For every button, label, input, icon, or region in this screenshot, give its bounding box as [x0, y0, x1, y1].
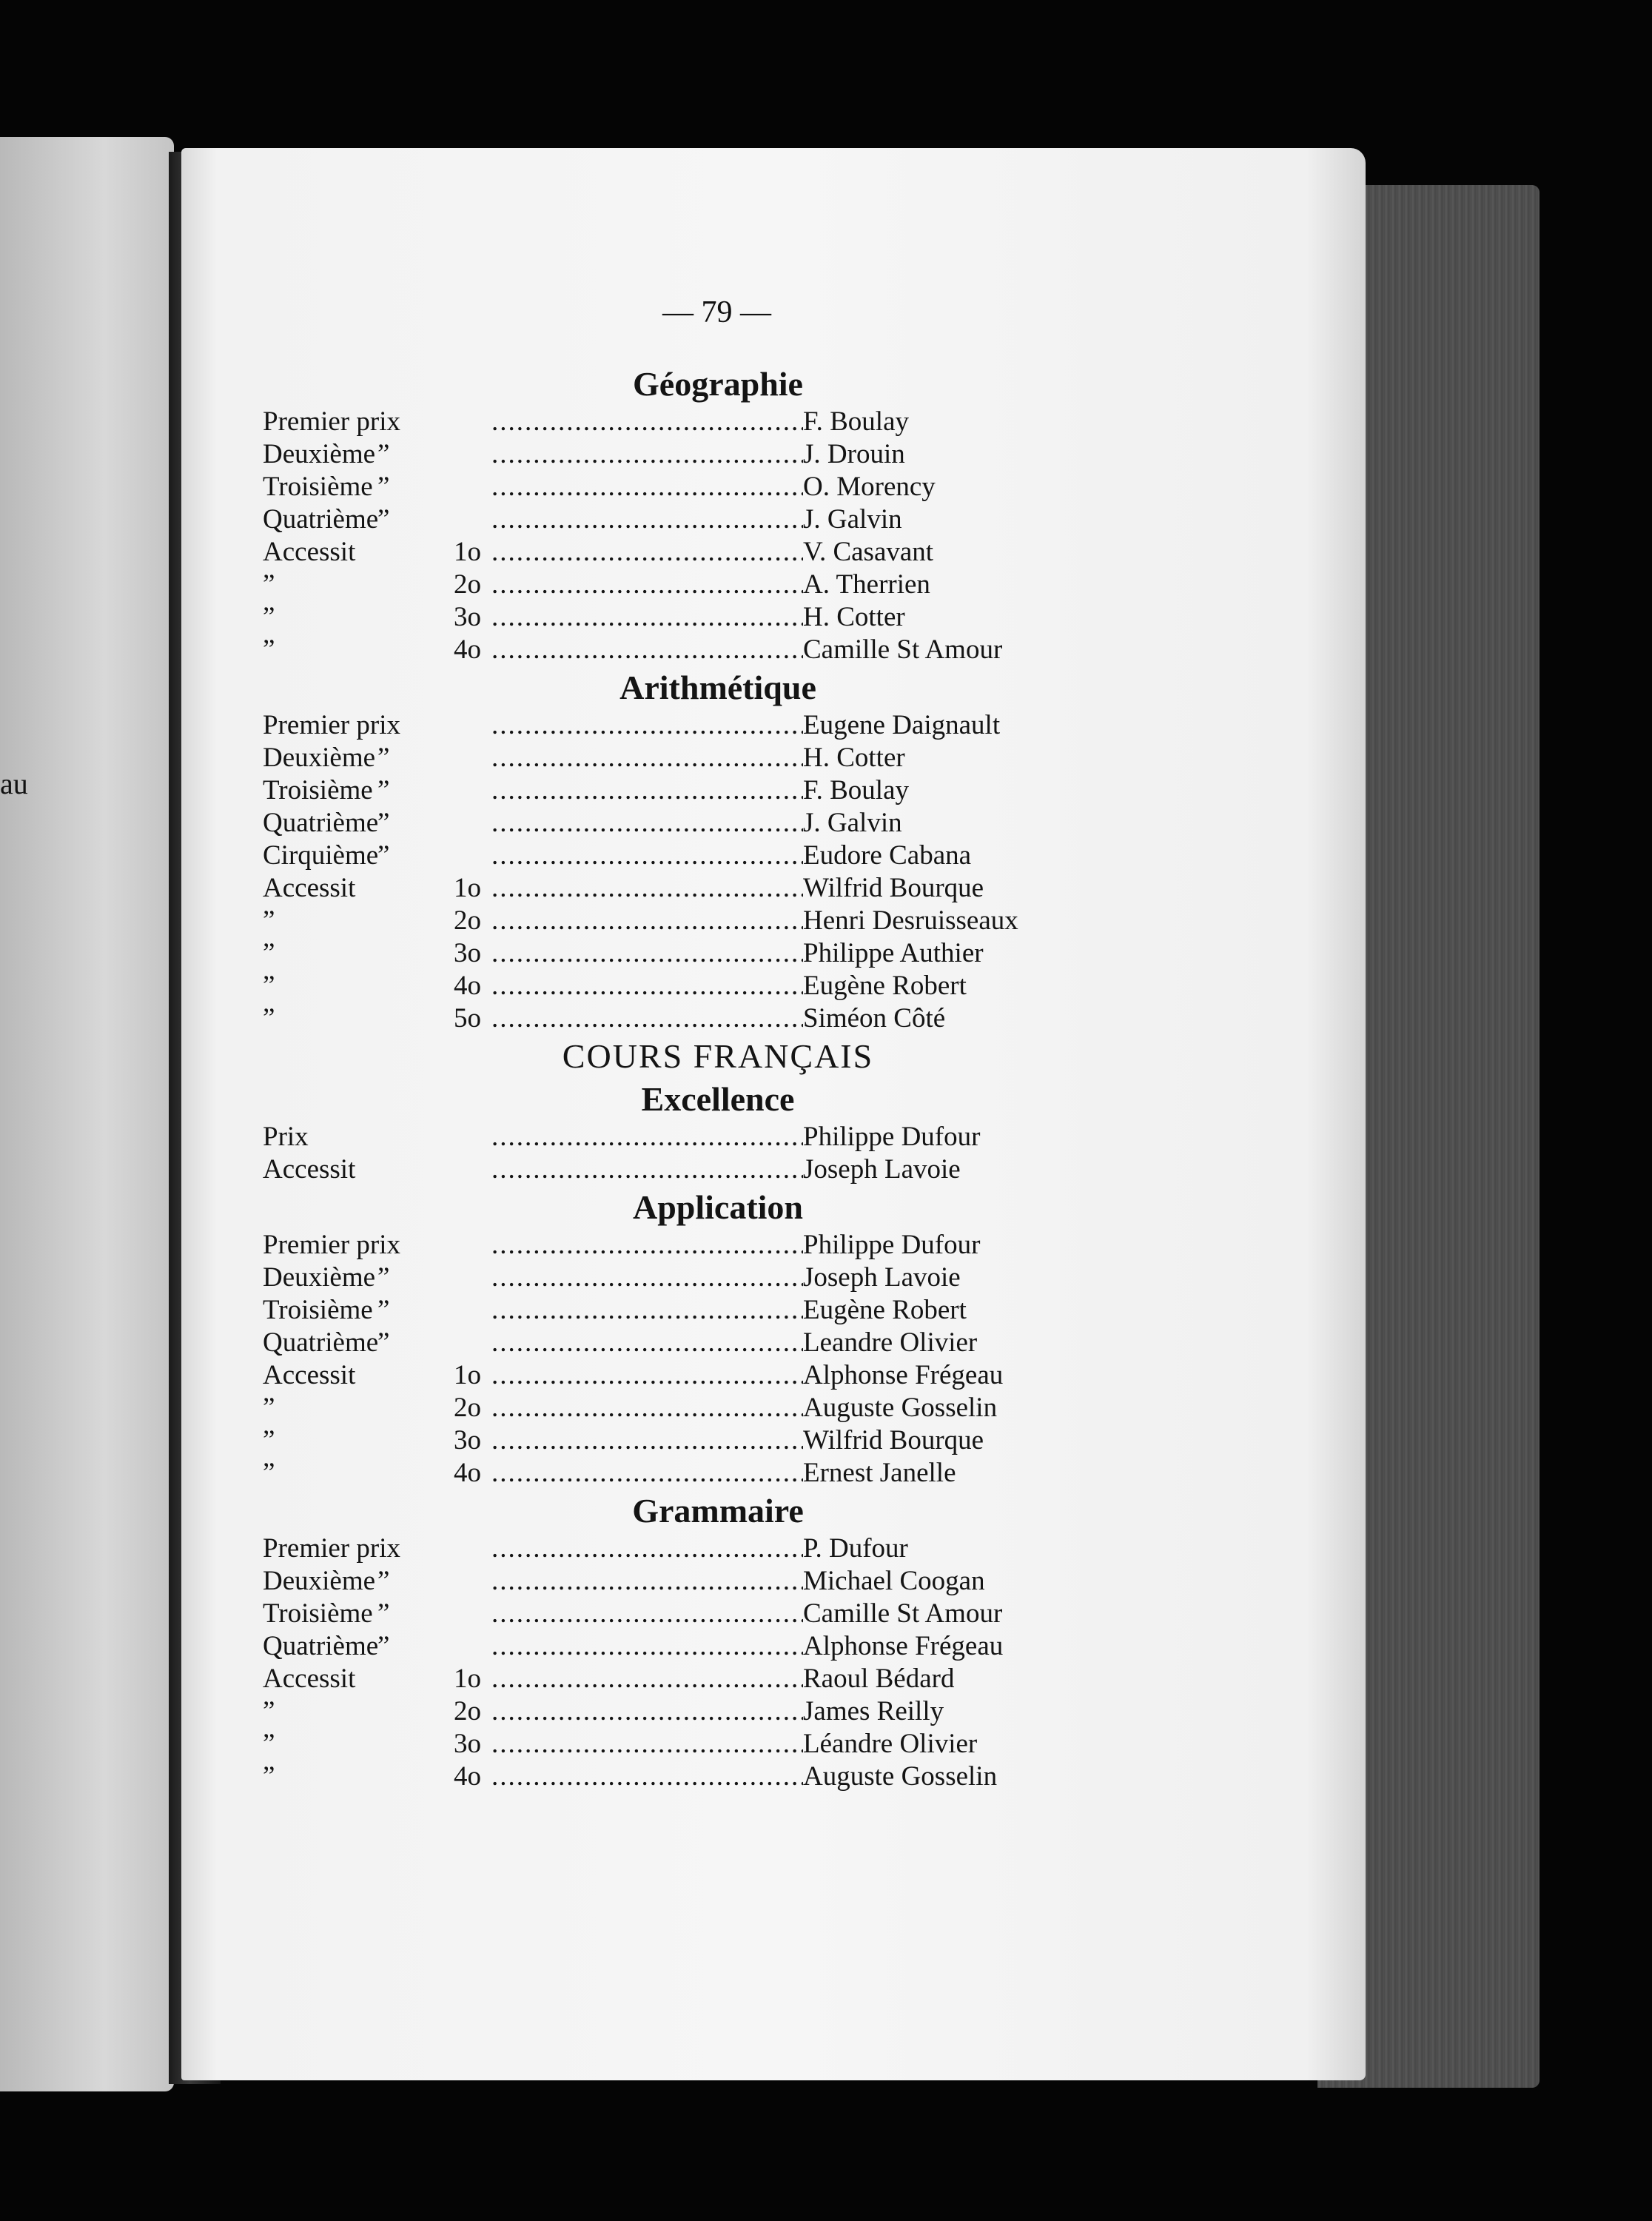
- dot-leader: [481, 438, 803, 471]
- section-heading: Grammaire: [632, 1492, 804, 1530]
- winner-name: Siméon Côté: [803, 1003, 946, 1034]
- winner-name: Joseph Lavoie: [803, 1154, 961, 1185]
- ditto-mark: ”: [377, 472, 390, 502]
- prize-row: [263, 1327, 1092, 1359]
- dot-leader: [481, 634, 803, 666]
- dot-leader: [481, 1002, 803, 1035]
- accessit-number: 1o: [454, 1360, 481, 1390]
- winner-name: Auguste Gosselin: [803, 1761, 998, 1792]
- winner-name: Eudore Cabana: [803, 840, 972, 871]
- section-heading: Excellence: [641, 1080, 795, 1118]
- winner-name: A. Therrien: [803, 569, 930, 600]
- prize-row: [263, 872, 1092, 905]
- winner-name: Henri Desruisseaux: [803, 905, 1018, 936]
- winner-name: Eugene Daignault: [803, 710, 1001, 740]
- sections-group-2: [263, 1078, 1092, 1793]
- accessit-number: 3o: [454, 1425, 481, 1455]
- accessit-number: 3o: [454, 602, 481, 632]
- prize-row: [263, 503, 1092, 536]
- accessit-number: 3o: [454, 1729, 481, 1759]
- prize-rank: ”: [263, 971, 275, 1001]
- accessit-number: 1o: [454, 1664, 481, 1694]
- winner-name: Leandre Olivier: [803, 1327, 978, 1358]
- accessit-number: 3o: [454, 938, 481, 968]
- prize-rank: Accessit: [263, 1664, 356, 1694]
- dot-leader: [481, 601, 803, 634]
- section-heading: Application: [632, 1188, 804, 1226]
- prize-row: [263, 970, 1092, 1002]
- prize-rank: Quatrième: [263, 1631, 379, 1661]
- prize-row: [263, 1392, 1092, 1424]
- prize-row: [263, 1424, 1092, 1457]
- prize-rank: Premier prix: [263, 710, 400, 740]
- prize-row: [263, 1359, 1092, 1392]
- ditto-mark: ”: [377, 439, 390, 469]
- prize-row: [263, 1565, 1092, 1598]
- dot-leader: [481, 569, 803, 601]
- prize-row: [263, 406, 1092, 438]
- dot-leader: [481, 807, 803, 840]
- prize-rank: ”: [263, 1003, 275, 1034]
- winner-name: Léandre Olivier: [803, 1729, 978, 1759]
- accessit-number: 2o: [454, 1393, 481, 1423]
- accessit-number: 2o: [454, 1696, 481, 1726]
- dot-leader: [481, 1761, 803, 1793]
- dot-leader: [481, 1121, 803, 1153]
- winner-name: James Reilly: [803, 1696, 944, 1726]
- winner-name: Camille St Amour: [803, 1598, 1003, 1629]
- winner-name: H. Cotter: [803, 602, 905, 632]
- dot-leader: [481, 471, 803, 503]
- winner-name: Ernest Janelle: [803, 1458, 956, 1488]
- dot-leader: [481, 937, 803, 970]
- accessit-number: 1o: [454, 537, 481, 567]
- prize-rank: Premier prix: [263, 1533, 400, 1564]
- accessit-number: 2o: [454, 905, 481, 936]
- winner-name: Eugène Robert: [803, 971, 967, 1001]
- ditto-mark: ”: [377, 808, 390, 838]
- dot-leader: [481, 742, 803, 774]
- ditto-mark: ”: [377, 775, 390, 805]
- prize-list: [263, 363, 1092, 1793]
- winner-name: F. Boulay: [803, 406, 909, 437]
- prize-row: [263, 709, 1092, 742]
- winner-name: Alphonse Frégeau: [803, 1360, 1004, 1390]
- prize-rank: Accessit: [263, 1360, 356, 1390]
- prize-row: [263, 905, 1092, 937]
- prize-rank: ”: [263, 569, 275, 600]
- winner-name: Wilfrid Bourque: [803, 873, 984, 903]
- winner-name: Philippe Dufour: [803, 1122, 981, 1152]
- prize-row: [263, 1761, 1092, 1793]
- prize-rank: ”: [263, 602, 275, 632]
- prize-row: [263, 1728, 1092, 1761]
- winner-name: O. Morency: [803, 472, 936, 502]
- accessit-number: 4o: [454, 1458, 481, 1488]
- section-heading: Arithmétique: [620, 669, 816, 706]
- prize-rank: Troisième: [263, 775, 373, 805]
- prize-rank: Quatrième: [263, 808, 379, 838]
- winner-name: Auguste Gosselin: [803, 1393, 998, 1423]
- ditto-mark: ”: [377, 1598, 390, 1629]
- prize-rank: Premier prix: [263, 1230, 400, 1260]
- dot-leader: [481, 709, 803, 742]
- prize-row: [263, 536, 1092, 569]
- prize-row: [263, 1002, 1092, 1035]
- prize-rank: ”: [263, 1761, 275, 1792]
- prize-rank: Prix: [263, 1122, 309, 1152]
- prize-rank: Deuxième: [263, 1262, 376, 1293]
- ditto-mark: ”: [377, 1566, 390, 1596]
- prize-row: [263, 634, 1092, 666]
- prize-row: [263, 1229, 1092, 1262]
- prize-rank: Cirquième: [263, 840, 379, 871]
- dot-leader: [481, 970, 803, 1002]
- dot-leader: [481, 1153, 803, 1186]
- accessit-number: 5o: [454, 1003, 481, 1034]
- prize-rank: Accessit: [263, 873, 356, 903]
- prize-row: [263, 742, 1092, 774]
- winner-name: Joseph Lavoie: [803, 1262, 961, 1293]
- dot-leader: [481, 1392, 803, 1424]
- prize-rank: ”: [263, 1696, 275, 1726]
- dot-leader: [481, 536, 803, 569]
- section-heading: Géographie: [633, 365, 803, 403]
- prize-row: [263, 1457, 1092, 1490]
- winner-name: J. Galvin: [803, 504, 902, 535]
- left-page: [0, 137, 174, 2091]
- prize-rank: Troisième: [263, 1295, 373, 1325]
- prize-row: [263, 1262, 1092, 1294]
- ditto-mark: ”: [377, 504, 390, 535]
- prize-row: [263, 601, 1092, 634]
- accessit-number: 4o: [454, 1761, 481, 1792]
- accessit-number: 1o: [454, 873, 481, 903]
- dot-leader: [481, 1532, 803, 1565]
- winner-name: Raoul Bédard: [803, 1664, 955, 1694]
- dot-leader: [481, 1565, 803, 1598]
- dot-leader: [481, 1359, 803, 1392]
- prize-rank: ”: [263, 1393, 275, 1423]
- dot-leader: [481, 1695, 803, 1728]
- prize-rank: Quatrième: [263, 1327, 379, 1358]
- prize-row: [263, 1294, 1092, 1327]
- prize-rank: ”: [263, 1425, 275, 1455]
- prize-rank: Deuxième: [263, 439, 376, 469]
- page-number: — 79 —: [662, 295, 771, 329]
- prize-rank: ”: [263, 938, 275, 968]
- accessit-number: 4o: [454, 971, 481, 1001]
- dot-leader: [481, 1598, 803, 1630]
- prize-rank: Quatrième: [263, 504, 379, 535]
- sections-group-1: [263, 363, 1092, 1035]
- ditto-mark: ”: [377, 1327, 390, 1358]
- prize-row: [263, 1695, 1092, 1728]
- prize-rank: Troisième: [263, 1598, 373, 1629]
- prize-rank: Deuxième: [263, 1566, 376, 1596]
- prize-row: [263, 1598, 1092, 1630]
- ditto-mark: ”: [377, 1295, 390, 1325]
- dot-leader: [481, 1728, 803, 1761]
- dot-leader: [481, 1294, 803, 1327]
- winner-name: J. Drouin: [803, 439, 905, 469]
- dot-leader: [481, 840, 803, 872]
- dot-leader: [481, 1663, 803, 1695]
- prize-row: [263, 840, 1092, 872]
- winner-name: P. Dufour: [803, 1533, 908, 1564]
- prize-row: [263, 1121, 1092, 1153]
- winner-name: Eugène Robert: [803, 1295, 967, 1325]
- prize-row: [263, 1663, 1092, 1695]
- prize-rank: ”: [263, 1729, 275, 1759]
- dot-leader: [481, 1424, 803, 1457]
- prize-row: [263, 569, 1092, 601]
- prize-row: [263, 1630, 1092, 1663]
- accessit-number: 4o: [454, 634, 481, 665]
- dot-leader: [481, 1262, 803, 1294]
- prize-row: [263, 1153, 1092, 1186]
- prize-row: [263, 1532, 1092, 1565]
- prize-rank: ”: [263, 905, 275, 936]
- prize-row: [263, 471, 1092, 503]
- prize-rank: ”: [263, 634, 275, 665]
- prize-row: [263, 807, 1092, 840]
- prize-row: [263, 774, 1092, 807]
- prize-rank: Troisième: [263, 472, 373, 502]
- dot-leader: [481, 1457, 803, 1490]
- ditto-mark: ”: [377, 743, 390, 773]
- dot-leader: [481, 872, 803, 905]
- ditto-mark: ”: [377, 1631, 390, 1661]
- dot-leader: [481, 503, 803, 536]
- cours-francais-title: COURS FRANÇAIS: [562, 1037, 874, 1075]
- winner-name: Camille St Amour: [803, 634, 1003, 665]
- dot-leader: [481, 1630, 803, 1663]
- dot-leader: [481, 1229, 803, 1262]
- ditto-mark: ”: [377, 840, 390, 871]
- winner-name: Michael Coogan: [803, 1566, 985, 1596]
- dot-leader: [481, 1327, 803, 1359]
- prize-rank: Premier prix: [263, 406, 400, 437]
- winner-name: V. Casavant: [803, 537, 934, 567]
- accessit-number: 2o: [454, 569, 481, 600]
- prize-rank: Accessit: [263, 1154, 356, 1185]
- prize-rank: Deuxième: [263, 743, 376, 773]
- winner-name: Alphonse Frégeau: [803, 1631, 1004, 1661]
- winner-name: Wilfrid Bourque: [803, 1425, 984, 1455]
- dot-leader: [481, 905, 803, 937]
- prize-rank: ”: [263, 1458, 275, 1488]
- winner-name: Philippe Dufour: [803, 1230, 981, 1260]
- winner-name: H. Cotter: [803, 743, 905, 773]
- dot-leader: [481, 774, 803, 807]
- winner-name: F. Boulay: [803, 775, 909, 805]
- dot-leader: [481, 406, 803, 438]
- ditto-mark: ”: [377, 1262, 390, 1293]
- left-page-text-fragment: au: [0, 767, 28, 800]
- winner-name: J. Galvin: [803, 808, 902, 838]
- winner-name: Philippe Authier: [803, 938, 984, 968]
- prize-rank: Accessit: [263, 537, 356, 567]
- prize-row: [263, 438, 1092, 471]
- prize-row: [263, 937, 1092, 970]
